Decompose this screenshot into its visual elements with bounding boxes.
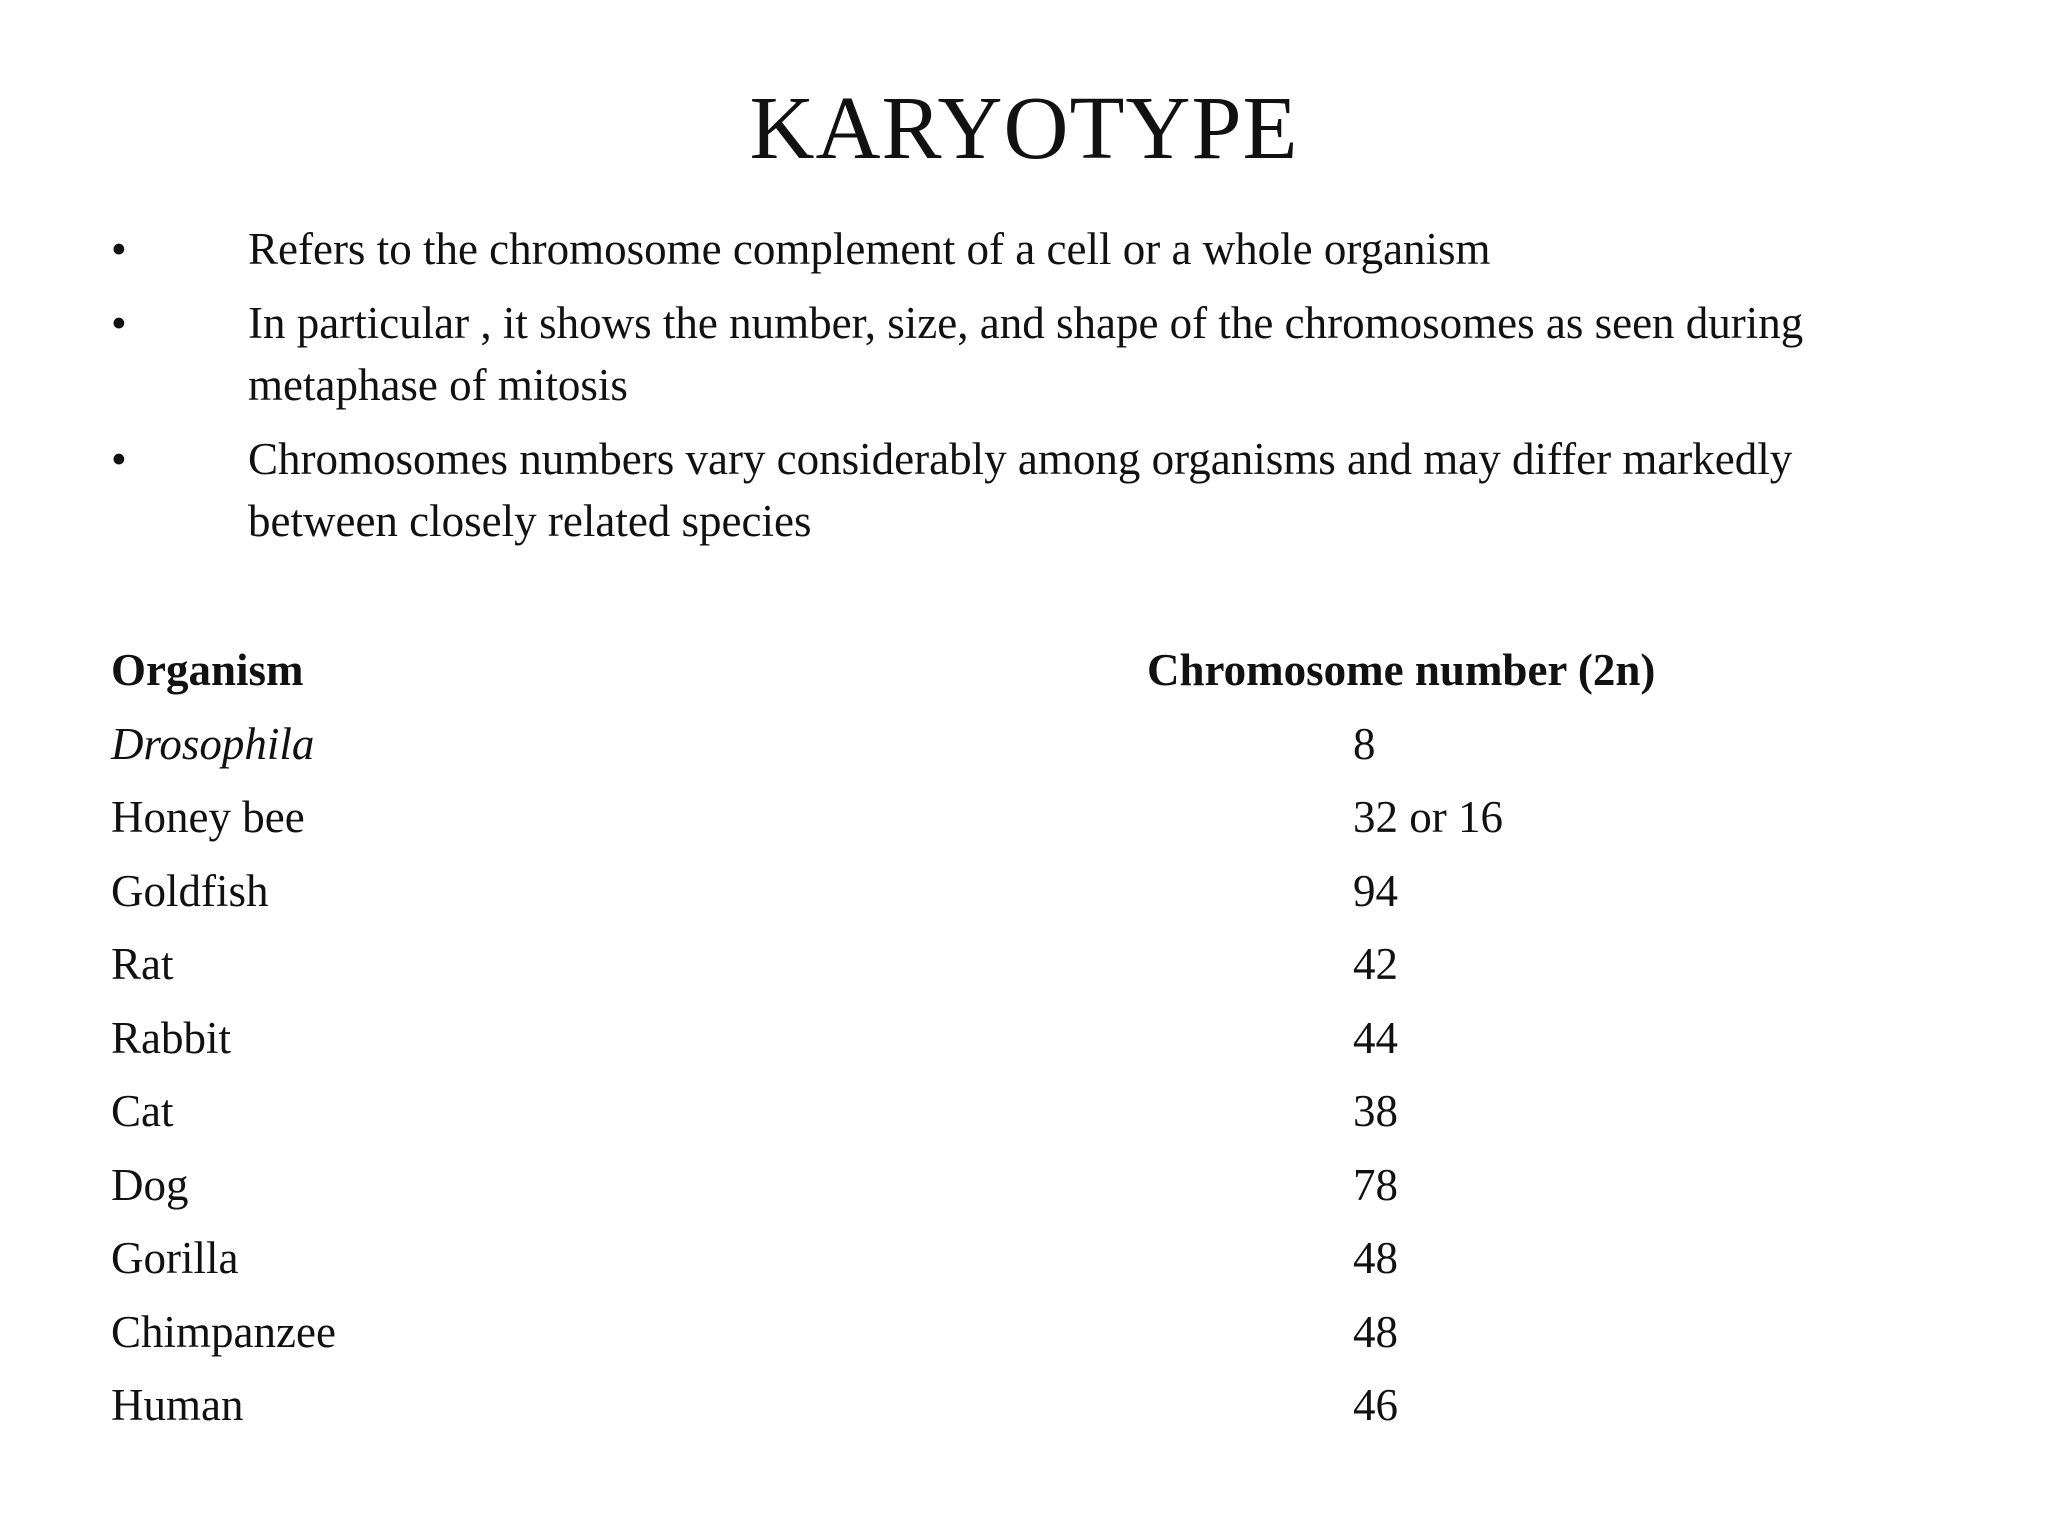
- table-row: [0, 1296, 2048, 1370]
- chromosome-number-cell: 48: [1353, 1233, 1398, 1283]
- organism-cell: Rabbit: [111, 1012, 231, 1063]
- bullet-text: Chromosomes numbers vary considerably among organisms and may differ markedly between closely related species: [248, 434, 1793, 546]
- table-row: [0, 1369, 2048, 1443]
- organism-cell: Chimpanzee: [111, 1306, 336, 1357]
- chromosome-number-cell: 46: [1353, 1380, 1398, 1430]
- header-chromosome-number: Chromosome number (2n): [1147, 645, 1656, 695]
- bullet-icon: •: [111, 298, 127, 348]
- organism-cell: Dog: [111, 1159, 189, 1210]
- bullet-icon: •: [111, 224, 127, 274]
- chromosome-table: [0, 634, 2048, 1443]
- organism-cell: Cat: [111, 1086, 174, 1136]
- organism-cell: Honey bee: [111, 792, 305, 842]
- chromosome-number-cell: 42: [1353, 939, 1398, 989]
- table-header-row: [0, 634, 2048, 708]
- table-row: [0, 1002, 2048, 1076]
- table-row: [0, 781, 2048, 855]
- header-organism: Organism: [111, 645, 304, 695]
- table-row: [0, 1149, 2048, 1223]
- table-row: [0, 855, 2048, 929]
- chromosome-number-cell: 78: [1353, 1159, 1398, 1210]
- chromosome-number-cell: 8: [1353, 718, 1376, 769]
- bullet-item: [0, 292, 2048, 416]
- page-title: KARYOTYPE: [749, 79, 1299, 178]
- table-row: [0, 1222, 2048, 1296]
- bullet-list: [0, 218, 2048, 552]
- chromosome-number-cell: 32 or 16: [1353, 792, 1503, 842]
- bullet-item: [0, 218, 2048, 280]
- chromosome-number-cell: 44: [1353, 1012, 1398, 1063]
- organism-cell: Human: [111, 1380, 244, 1430]
- bullet-text: Refers to the chromosome complement of a cell or a whole organism: [248, 224, 1491, 274]
- organism-cell: Goldfish: [111, 865, 269, 916]
- chromosome-number-cell: 38: [1353, 1086, 1398, 1136]
- table-row: [0, 928, 2048, 1002]
- organism-cell: Drosophila: [111, 718, 315, 769]
- organism-cell: Gorilla: [111, 1233, 239, 1283]
- table-row: [0, 1075, 2048, 1149]
- bullet-item: [0, 428, 2048, 552]
- bullet-icon: •: [111, 434, 127, 484]
- chromosome-number-cell: 94: [1353, 865, 1398, 916]
- organism-cell: Rat: [111, 939, 174, 989]
- bullet-text: In particular , it shows the number, size, and shape of the chromosomes as seen during metaphase of mitosis: [248, 298, 1804, 410]
- table-row: [0, 708, 2048, 782]
- chromosome-number-cell: 48: [1353, 1306, 1398, 1357]
